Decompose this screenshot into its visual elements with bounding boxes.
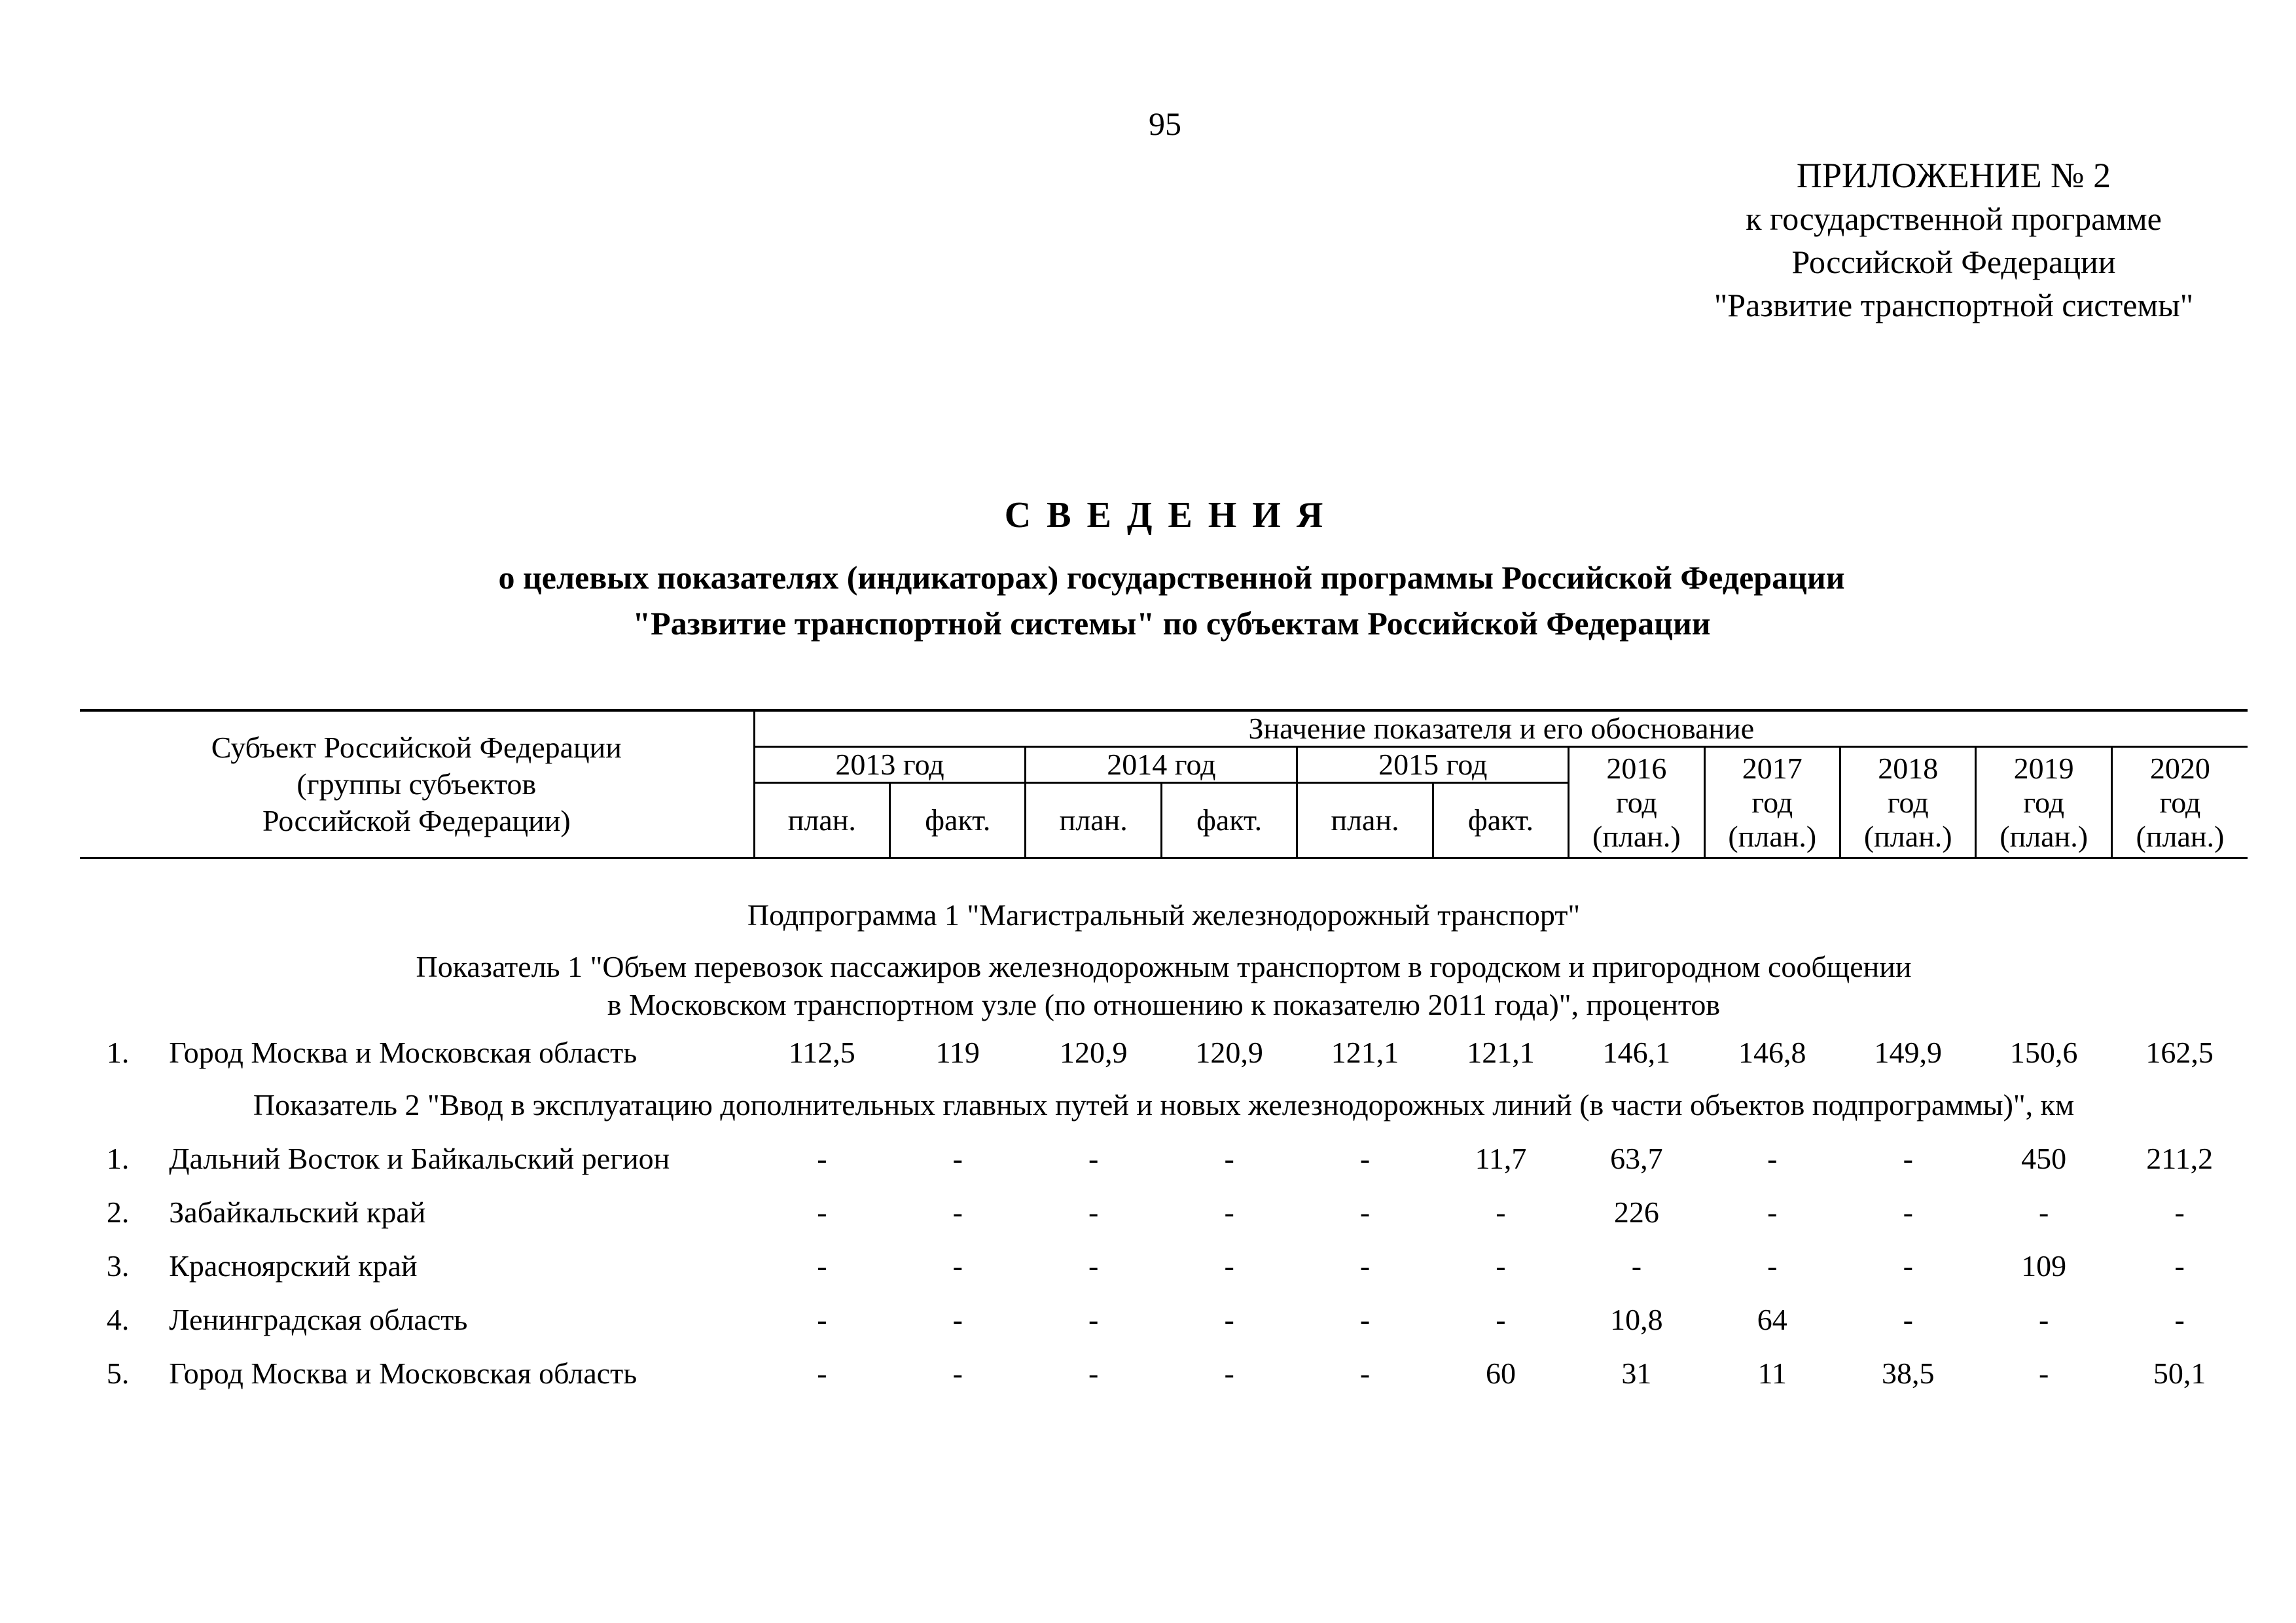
cell-value: -	[1088, 1249, 1099, 1283]
row-number: 5.	[106, 1356, 130, 1390]
table-row	[80, 1185, 2248, 1239]
cell-value: 38,5	[1881, 1356, 1935, 1390]
cell-value: -	[1224, 1356, 1234, 1390]
row-number: 1.	[106, 1141, 130, 1175]
cell-value: -	[2038, 1195, 2049, 1229]
cell-value: -	[1359, 1195, 1371, 1229]
row-number: 2.	[106, 1195, 130, 1229]
cell-value: 63,7	[1610, 1141, 1663, 1175]
cell-value: 11,7	[1475, 1141, 1527, 1175]
cell-value: -	[1496, 1302, 1506, 1336]
table-header	[80, 710, 2248, 858]
cell-value: 64	[1757, 1302, 1787, 1336]
indicator-2-title: Показатель 2 "Ввод в эксплуатацию дополнительных главных путей и новых железнодорожных линий (в части объектов подпрограммы)", км	[253, 1088, 2075, 1122]
cell-value: -	[952, 1302, 963, 1336]
row-number: 1.	[106, 1035, 130, 1069]
row-number: 3.	[106, 1249, 130, 1283]
page-number: 95	[1149, 105, 1181, 142]
cell-value: 162,5	[2145, 1035, 2214, 1069]
cell-value: -	[1631, 1249, 1642, 1283]
plan-header: план.	[1026, 783, 1161, 858]
indicators-table	[80, 709, 2248, 1400]
cell-value: 109	[2021, 1249, 2067, 1283]
cell-value: -	[1359, 1249, 1371, 1283]
cell-value: -	[2174, 1195, 2185, 1229]
appendix-line: к государственной программе	[1746, 200, 2162, 237]
cell-value: 10,8	[1610, 1302, 1663, 1336]
cell-value: 31	[1621, 1356, 1652, 1390]
subject-column-header: Субъект Российской Федерации (группы субъектов Российской Федерации)	[80, 710, 754, 858]
cell-value: -	[1359, 1356, 1371, 1390]
cell-value: -	[1088, 1356, 1099, 1390]
appendix-title: ПРИЛОЖЕНИЕ № 2	[1796, 156, 2111, 195]
row-subject: Ленинградская область	[169, 1302, 468, 1336]
document-title: СВЕДЕНИЯ	[1004, 495, 1339, 536]
fact-header: факт.	[890, 783, 1026, 858]
cell-value: -	[1359, 1302, 1371, 1336]
cell-value: 119	[935, 1035, 980, 1069]
subprogram-title: Подпрограмма 1 "Магистральный железнодорожный транспорт"	[747, 898, 1581, 932]
year-2020-header: 2020 год (план.)	[2111, 747, 2248, 858]
cell-value: -	[817, 1141, 827, 1175]
cell-value: -	[1903, 1195, 1913, 1229]
cell-value: -	[1088, 1141, 1099, 1175]
cell-value: 146,1	[1602, 1035, 1671, 1069]
row-subject: Город Москва и Московская область	[169, 1035, 637, 1069]
cell-value: -	[1359, 1141, 1371, 1175]
table-row	[80, 1131, 2248, 1185]
cell-value: -	[1224, 1249, 1234, 1283]
cell-value: -	[2174, 1302, 2185, 1336]
cell-value: -	[952, 1249, 963, 1283]
row-subject: Дальний Восток и Байкальский регион	[169, 1141, 670, 1175]
cell-value: 146,8	[1738, 1035, 1806, 1069]
plan-header: план.	[754, 783, 889, 858]
cell-value: -	[817, 1356, 827, 1390]
cell-value: -	[817, 1302, 827, 1336]
document-subtitle-line: "Развитие транспортной системы" по субъектам Российской Федерации	[632, 605, 1711, 642]
fact-header: факт.	[1161, 783, 1297, 858]
cell-value: 211,2	[2146, 1141, 2214, 1175]
cell-value: -	[817, 1249, 827, 1283]
cell-value: -	[1767, 1141, 1778, 1175]
cell-value: -	[1224, 1302, 1234, 1336]
cell-value: -	[1088, 1195, 1099, 1229]
cell-value: -	[1767, 1195, 1778, 1229]
cell-value: -	[2174, 1249, 2185, 1283]
cell-value: -	[1767, 1249, 1778, 1283]
year-2014-header: 2014 год	[1026, 747, 1297, 783]
cell-value: 226	[1613, 1195, 1659, 1229]
table-row	[80, 1239, 2248, 1292]
cell-value: 450	[2021, 1141, 2067, 1175]
table-row	[80, 1346, 2248, 1400]
cell-value: 120,9	[1195, 1035, 1263, 1069]
table-row	[80, 1025, 2248, 1079]
year-2016-header: 2016 год (план.)	[1569, 747, 1704, 858]
cell-value: -	[952, 1356, 963, 1390]
cell-value: -	[1903, 1302, 1913, 1336]
indicator-1-title: Показатель 1 "Объем перевозок пассажиров железнодорожным транспортом в городском и пригородном сообщении в Московском транспортном узле (по отношению к показателю 2011 года)", процентов	[416, 950, 1912, 1021]
cell-value: -	[1903, 1141, 1913, 1175]
cell-value: -	[2038, 1302, 2049, 1336]
cell-value: 50,1	[2153, 1356, 2206, 1390]
cell-value: 60	[1485, 1356, 1516, 1390]
cell-value: -	[1496, 1195, 1506, 1229]
cell-value: 121,1	[1331, 1035, 1399, 1069]
row-subject: Забайкальский край	[169, 1195, 426, 1229]
row-subject: Город Москва и Московская область	[169, 1356, 637, 1390]
year-2018-header: 2018 год (план.)	[1840, 747, 1976, 858]
fact-header: факт.	[1433, 783, 1568, 858]
row-subject: Красноярский край	[169, 1249, 418, 1283]
cell-value: 11	[1757, 1356, 1787, 1390]
row-number: 4.	[106, 1302, 130, 1336]
cell-value: -	[1903, 1249, 1913, 1283]
year-2015-header: 2015 год	[1297, 747, 1569, 783]
year-2013-header: 2013 год	[754, 747, 1026, 783]
table-row	[80, 1292, 2248, 1346]
appendix-line: "Развитие транспортной системы"	[1713, 287, 2194, 323]
appendix-line: Российской Федерации	[1791, 244, 2116, 280]
cell-value: -	[817, 1195, 827, 1229]
cell-value: 150,6	[2009, 1035, 2078, 1069]
cell-value: -	[952, 1141, 963, 1175]
cell-value: -	[1224, 1141, 1234, 1175]
cell-value: 120,9	[1059, 1035, 1128, 1069]
cell-value: -	[1088, 1302, 1099, 1336]
cell-value: 121,1	[1467, 1035, 1535, 1069]
plan-header: план.	[1297, 783, 1433, 858]
document-subtitle-line: о целевых показателях (индикаторах) государственной программы Российской Федерации	[498, 559, 1845, 596]
year-2017-header: 2017 год (план.)	[1704, 747, 1840, 858]
value-group-header: Значение показателя и его обоснование	[754, 710, 2248, 747]
document-heading	[0, 494, 2296, 646]
year-2019-header: 2019 год (план.)	[1976, 747, 2111, 858]
cell-value: -	[952, 1195, 963, 1229]
cell-value: -	[1224, 1195, 1234, 1229]
cell-value: -	[2038, 1356, 2049, 1390]
appendix-block	[1623, 154, 2284, 327]
cell-value: -	[1496, 1249, 1506, 1283]
cell-value: 149,9	[1874, 1035, 1942, 1069]
cell-value: 112,5	[788, 1035, 855, 1069]
